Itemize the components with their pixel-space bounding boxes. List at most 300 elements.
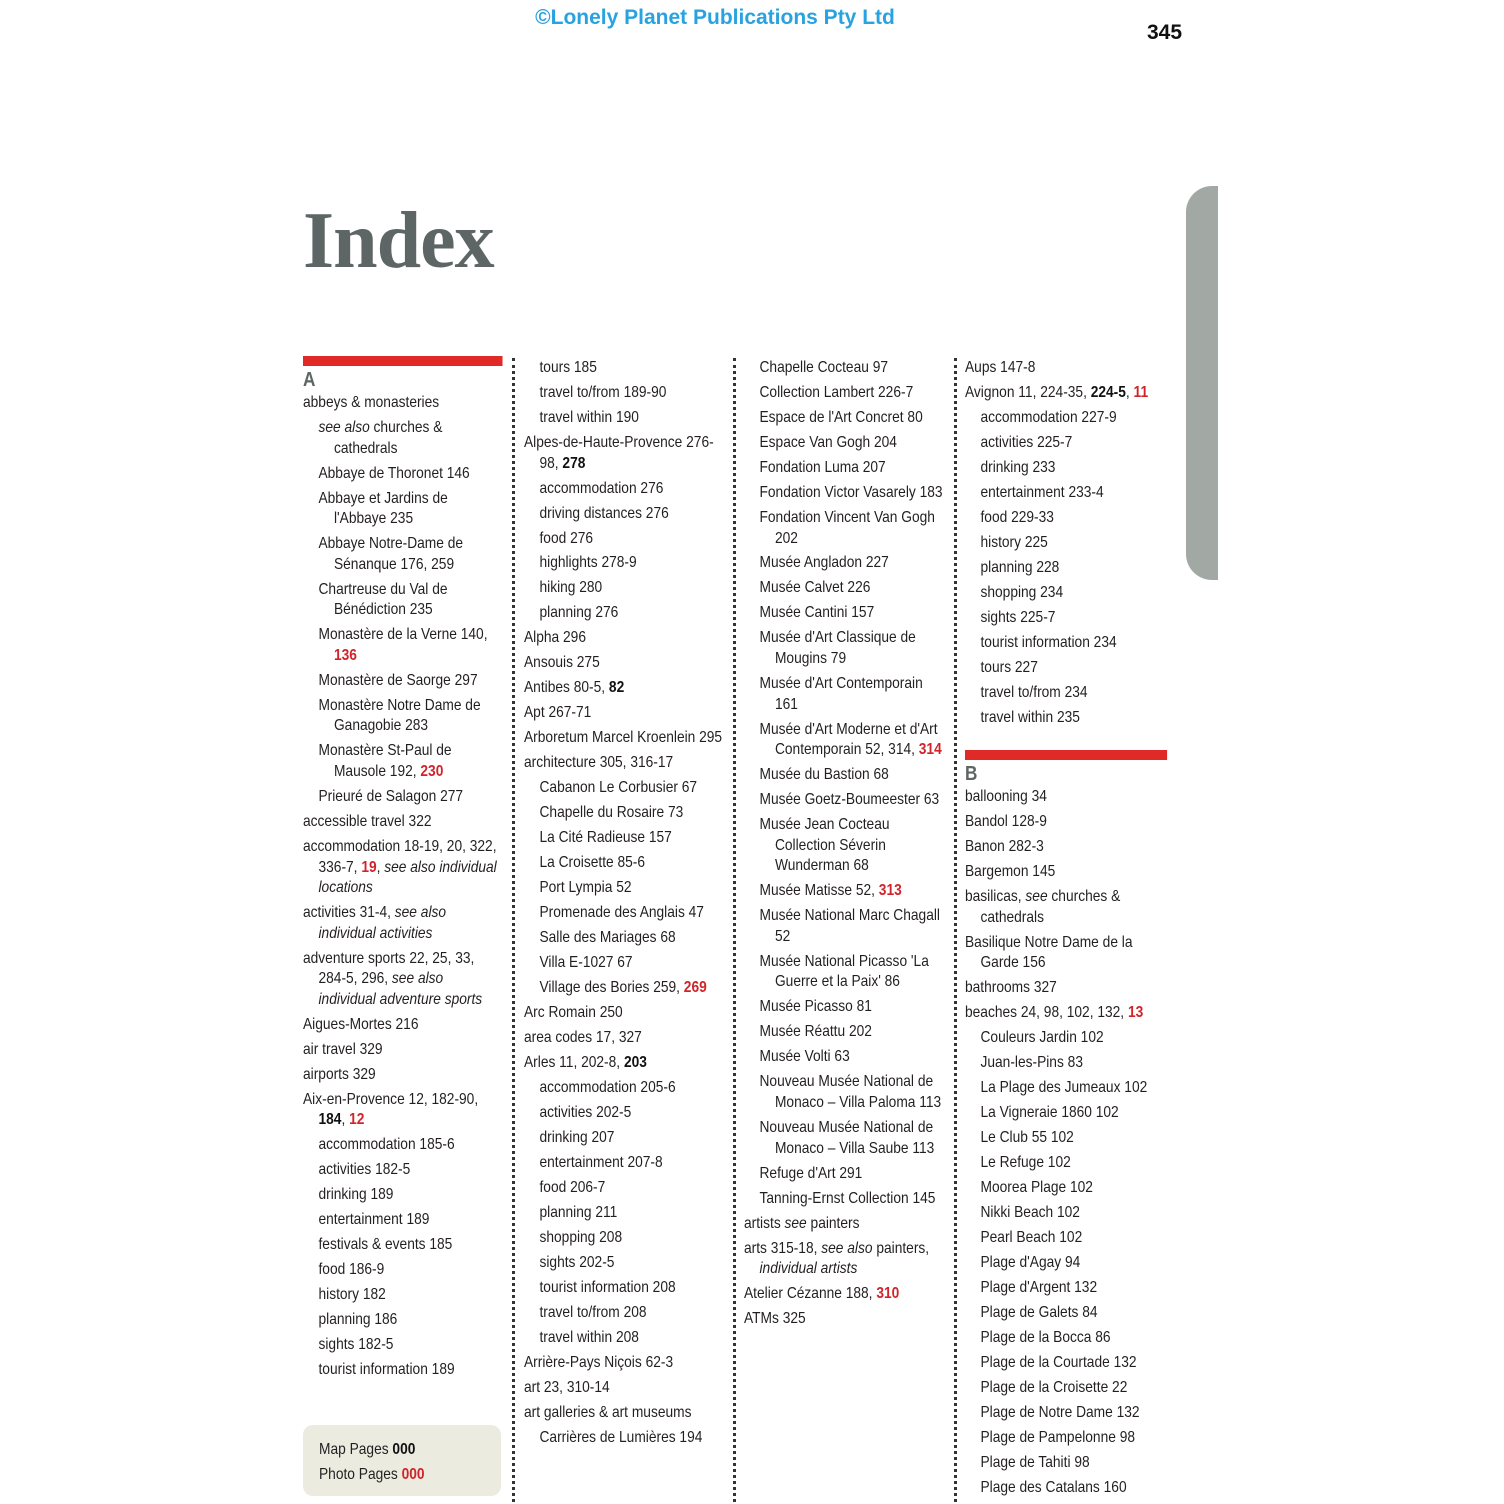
entry-text: highlights 278-9	[539, 554, 637, 572]
entry-text: accessible travel 322	[303, 812, 432, 830]
entry-text: La Cité Radieuse 157	[539, 829, 672, 847]
index-subentry	[539, 978, 726, 999]
entry-text: travel to/from 208	[539, 1304, 647, 1322]
cross-reference: see also	[318, 418, 370, 436]
entry-text: Musée Angladon 227	[759, 554, 889, 572]
index-entry	[524, 653, 726, 674]
photo-page-ref: 12	[349, 1111, 365, 1129]
index-entry	[303, 903, 503, 944]
entry-text: Musée d'Art Classique de Mougins 79	[759, 629, 916, 668]
entry-text: area codes 17, 327	[524, 1029, 642, 1047]
page-number: 345	[1147, 21, 1183, 44]
entry-text: tours 185	[539, 359, 597, 376]
entry-text: Monastère Notre Dame de Ganagobie 283	[318, 696, 481, 735]
entry-text: shopping 208	[539, 1229, 623, 1247]
index-entry	[524, 1003, 726, 1024]
legend-map-row	[319, 1437, 476, 1462]
index-subentry	[539, 383, 726, 404]
index-subentry	[980, 458, 1167, 479]
index-entry	[303, 1015, 503, 1036]
index-subentry	[980, 1228, 1167, 1249]
photo-page-ref: 310	[876, 1285, 900, 1303]
entry-text: Promenade des Anglais 47	[539, 904, 704, 922]
entry-text: basilicas,	[965, 888, 1026, 906]
index-subentry	[759, 483, 946, 504]
entry-text: Arc Romain 250	[524, 1004, 623, 1022]
index-subentry	[759, 997, 946, 1018]
index-subentry	[539, 603, 726, 624]
entry-text: Bandol 128-9	[965, 813, 1047, 831]
entry-text: Plage de la Courtade 132	[980, 1354, 1137, 1372]
page-title: Index	[303, 197, 494, 285]
entry-text: tourist information 234	[980, 633, 1117, 651]
entry-text: Basilique Notre Dame de la Garde 156	[965, 933, 1133, 972]
photo-page-ref: 313	[878, 882, 902, 900]
index-entry	[524, 1403, 726, 1424]
entry-text: activities 31-4,	[303, 904, 395, 922]
entry-text: Village des Bories 259,	[539, 979, 684, 997]
entry-text: entertainment 207-8	[539, 1154, 663, 1172]
entry-text: Plage de Tahiti 98	[980, 1454, 1090, 1472]
index-subentry	[539, 553, 726, 574]
entry-text: history 225	[980, 533, 1048, 551]
index-subentry	[980, 1103, 1167, 1124]
index-subentry	[980, 1303, 1167, 1324]
index-subentry	[318, 671, 502, 692]
photo-page-ref: 13	[1127, 1004, 1144, 1022]
index-entry	[965, 383, 1167, 404]
entry-text: Couleurs Jardin 102	[980, 1029, 1104, 1047]
entry-text: Apt 267-71	[524, 704, 592, 722]
index-column-2	[524, 356, 726, 1449]
index-subentry	[539, 358, 726, 379]
entry-text: La Vigneraie 1860 102	[980, 1104, 1119, 1122]
thumb-tab	[1186, 186, 1218, 580]
entry-text: Musée d'Art Moderne et d'Art Contemporain 52, 314,	[759, 720, 938, 759]
index-subentry	[980, 683, 1167, 704]
index-subentry	[539, 1428, 726, 1449]
entry-text: planning 276	[539, 604, 619, 622]
entry-text: Plage de la Bocca 86	[980, 1329, 1111, 1347]
entry-text: accommodation 185-6	[318, 1136, 455, 1154]
index-subentry	[539, 1253, 726, 1274]
legend-photo-row	[319, 1462, 476, 1487]
index-entry	[524, 1378, 726, 1399]
entry-text: accommodation 227-9	[980, 408, 1117, 426]
index-subentry	[539, 479, 726, 500]
entry-text: Nikki Beach 102	[980, 1204, 1080, 1222]
index-subentry	[318, 787, 502, 808]
entry-text: drinking 189	[318, 1186, 394, 1204]
index-entry	[303, 949, 503, 1011]
entry-text: travel within 235	[980, 708, 1080, 726]
index-subentry	[759, 603, 946, 624]
map-page-ref: 184	[318, 1111, 342, 1129]
index-subentry	[318, 1210, 502, 1231]
index-subentry	[759, 790, 946, 811]
entry-text: Fondation Luma 207	[759, 458, 886, 476]
entry-text: abbeys & monasteries	[303, 394, 440, 411]
entry-text: La Croisette 85-6	[539, 854, 646, 872]
index-subentry	[759, 1047, 946, 1068]
entry-text: travel to/from 189-90	[539, 383, 667, 401]
index-subentry	[980, 658, 1167, 679]
entry-text: Abbaye et Jardins de l'Abbaye 235	[318, 489, 448, 528]
map-page-ref: 278	[562, 454, 586, 472]
index-subentry	[539, 504, 726, 525]
index-entry	[744, 1214, 946, 1235]
index-subentry	[759, 1189, 946, 1210]
map-page-ref: 203	[623, 1054, 647, 1072]
index-entry	[524, 1053, 726, 1074]
entry-text: Aigues-Mortes 216	[303, 1015, 419, 1033]
entry-text: driving distances 276	[539, 504, 669, 522]
entry-text: Aups 147-8	[965, 359, 1036, 376]
entry-text: Atelier Cézanne 188,	[744, 1285, 877, 1303]
index-subentry	[980, 1478, 1167, 1499]
entry-text: drinking 207	[539, 1129, 615, 1147]
entry-text: Bargemon 145	[965, 863, 1056, 881]
entry-text: Musée Volti 63	[759, 1048, 850, 1066]
photo-page-ref: 19	[361, 858, 377, 876]
entry-text: Musée Goetz-Boumeester 63	[759, 791, 940, 809]
section-bar	[303, 356, 503, 366]
index-entry	[303, 837, 503, 899]
cross-reference: see also individual locations	[318, 858, 497, 897]
index-subentry	[318, 741, 502, 782]
entry-text: Nouveau Musée National de Monaco – Villa Saube 113	[759, 1118, 935, 1157]
index-entry	[303, 393, 503, 414]
index-subentry	[539, 1128, 726, 1149]
entry-text: Banon 282-3	[965, 838, 1044, 856]
entry-text: Espace de l'Art Concret 80	[759, 408, 923, 426]
index-column-4	[965, 356, 1167, 1499]
index-entry	[303, 1065, 503, 1086]
entry-text: Carrières de Lumières 194	[539, 1428, 703, 1446]
photo-page-ref: 230	[420, 763, 444, 781]
entry-text: Salle des Mariages 68	[539, 929, 676, 947]
index-subentry	[759, 383, 946, 404]
index-subentry	[318, 580, 502, 621]
entry-text: Plage de la Croisette 22	[980, 1379, 1128, 1397]
entry-text: airports 329	[303, 1065, 376, 1083]
entry-text: Chapelle du Rosaire 73	[539, 804, 684, 822]
entry-text: arts 315-18,	[744, 1239, 822, 1257]
entry-text: Alpha 296	[524, 629, 586, 647]
index-subentry	[980, 533, 1167, 554]
index-subentry	[980, 508, 1167, 529]
index-subentry	[759, 408, 946, 429]
photo-page-ref: 314	[918, 741, 942, 759]
index-subentry	[759, 674, 946, 715]
index-subentry	[759, 508, 946, 549]
index-entry	[744, 1284, 946, 1305]
index-subentry	[539, 408, 726, 429]
entry-text: accommodation 276	[539, 479, 664, 497]
entry-text: Monastère St-Paul de Mausole 192,	[318, 742, 452, 781]
entry-text: festivals & events 185	[318, 1236, 453, 1254]
index-subentry	[318, 1285, 502, 1306]
entry-text: Le Club 55 102	[980, 1129, 1074, 1147]
index-subentry	[759, 765, 946, 786]
index-entry	[965, 978, 1167, 999]
index-subentry	[759, 628, 946, 669]
index-subentry	[318, 1135, 502, 1156]
entry-text: food 276	[539, 529, 594, 547]
entry-text: accommodation 18-19, 20, 322, 336-7,	[303, 837, 497, 876]
cross-reference: individual artists	[759, 1260, 858, 1278]
index-subentry	[539, 1178, 726, 1199]
index-subentry	[318, 625, 502, 666]
entry-text: ATMs 325	[744, 1310, 806, 1328]
legend-photo-label: Photo Pages	[319, 1466, 398, 1483]
index-subentry	[759, 1118, 946, 1159]
index-subentry	[539, 953, 726, 974]
entry-text: food 186-9	[318, 1261, 385, 1279]
index-subentry	[318, 1185, 502, 1206]
entry-text: Chapelle Cocteau 97	[759, 359, 888, 376]
entry-text: activities 202-5	[539, 1104, 632, 1122]
index-entry	[524, 678, 726, 699]
entry-text: painters	[806, 1214, 860, 1232]
index-subentry	[539, 903, 726, 924]
index-subentry	[759, 720, 946, 761]
entry-text: planning 186	[318, 1311, 398, 1329]
index-subentry	[539, 1328, 726, 1349]
map-page-ref: 82	[608, 679, 625, 697]
index-entry	[303, 812, 503, 833]
index-subentry	[318, 1310, 502, 1331]
entry-text: Plage d'Argent 132	[980, 1279, 1098, 1297]
index-subentry	[539, 1228, 726, 1249]
index-entry	[965, 933, 1167, 974]
entry-text: Monastère de Saorge 297	[318, 671, 478, 689]
index-subentry	[539, 578, 726, 599]
entry-text: Fondation Victor Vasarely 183	[759, 483, 943, 501]
entry-text: churches & cathedrals	[980, 888, 1121, 926]
index-entry	[965, 862, 1167, 883]
entry-text: Villa E-1027 67	[539, 954, 633, 972]
entry-text: ,	[1125, 383, 1134, 401]
entry-text: Collection Lambert 226-7	[759, 383, 914, 401]
index-subentry	[318, 464, 502, 485]
index-subentry	[759, 1164, 946, 1185]
copyright-notice: ©Lonely Planet Publications Pty Ltd	[535, 6, 895, 29]
entry-text: Ansouis 275	[524, 654, 600, 672]
index-entry	[965, 358, 1167, 379]
entry-text: ballooning 34	[965, 788, 1047, 806]
entry-text: travel to/from 234	[980, 683, 1088, 701]
index-subentry	[759, 433, 946, 454]
index-subentry	[980, 633, 1167, 654]
entry-text: entertainment 233-4	[980, 483, 1104, 501]
entry-text: Musée Picasso 81	[759, 998, 872, 1016]
index-subentry	[980, 1353, 1167, 1374]
index-entry	[965, 887, 1167, 928]
index-subentry	[539, 928, 726, 949]
entry-text: tours 227	[980, 658, 1038, 676]
entry-text: air travel 329	[303, 1040, 383, 1058]
index-subentry	[318, 489, 502, 530]
column-divider	[733, 358, 736, 1502]
entry-text: Alpes-de-Haute-Provence 276-98,	[524, 433, 714, 472]
index-subentry	[539, 1153, 726, 1174]
entry-text: Nouveau Musée National de Monaco – Villa Paloma 113	[759, 1073, 942, 1111]
index-entry	[524, 728, 726, 749]
entry-text: Pearl Beach 102	[980, 1229, 1083, 1247]
cross-reference: see also individual activities	[318, 904, 447, 942]
column-divider	[512, 358, 515, 1502]
entry-text: ,	[341, 1111, 350, 1129]
index-entry	[303, 1040, 503, 1061]
entry-text: tourist information 189	[318, 1361, 455, 1379]
entry-text: food 229-33	[980, 508, 1054, 526]
index-subentry	[318, 418, 502, 459]
index-subentry	[980, 483, 1167, 504]
entry-text: Plage d'Agay 94	[980, 1254, 1081, 1272]
entry-text: Musée Réattu 202	[759, 1023, 872, 1041]
index-subentry	[980, 1403, 1167, 1424]
entry-text: Arrière-Pays Niçois 62-3	[524, 1353, 674, 1371]
index-subentry	[759, 815, 946, 877]
entry-text: Musée Calvet 226	[759, 579, 871, 597]
index-subentry	[980, 1203, 1167, 1224]
entry-text: activities 182-5	[318, 1161, 411, 1179]
section-letter: A	[303, 369, 316, 391]
legend-photo-value: 000	[401, 1466, 425, 1483]
entry-text: planning 228	[980, 558, 1060, 576]
entry-text: Musée du Bastion 68	[759, 766, 889, 784]
entry-text: art 23, 310-14	[524, 1378, 610, 1396]
index-entry	[524, 753, 726, 774]
entry-text: beaches 24, 98, 102, 132,	[965, 1004, 1128, 1022]
photo-page-ref: 269	[683, 979, 707, 997]
index-subentry	[980, 1078, 1167, 1099]
index-column-3	[744, 356, 946, 1330]
entry-text: art galleries & art museums	[524, 1403, 692, 1421]
index-entry	[524, 1028, 726, 1049]
entry-text: history 182	[318, 1286, 386, 1304]
index-subentry	[759, 906, 946, 947]
index-subentry	[759, 881, 946, 902]
index-subentry	[539, 778, 726, 799]
entry-text: Abbaye Notre-Dame de Sénanque 176, 259	[318, 535, 464, 573]
index-subentry	[318, 534, 502, 575]
index-entry	[744, 1239, 946, 1280]
entry-text: Musée d'Art Contemporain 161	[759, 675, 923, 713]
index-subentry	[980, 408, 1167, 429]
entry-text: Prieuré de Salagon 277	[318, 788, 464, 805]
entry-text: Musée National Marc Chagall 52	[759, 907, 940, 945]
entry-text: Port Lympia 52	[539, 879, 632, 897]
entry-text: churches & cathedrals	[333, 418, 443, 457]
entry-text: Plage de Notre Dame 132	[980, 1404, 1140, 1422]
entry-text: sights 202-5	[539, 1254, 615, 1272]
index-entry	[303, 1090, 503, 1131]
index-entry	[744, 1309, 946, 1330]
entry-text: Refuge d'Art 291	[759, 1164, 863, 1182]
index-subentry	[759, 458, 946, 479]
index-subentry	[318, 1160, 502, 1181]
index-subentry	[980, 1428, 1167, 1449]
index-subentry	[980, 1378, 1167, 1399]
entry-text: La Plage des Jumeaux 102	[980, 1079, 1148, 1097]
index-entry	[965, 812, 1167, 833]
index-subentry	[980, 1278, 1167, 1299]
entry-text: Avignon 11, 224-35,	[965, 383, 1091, 401]
legend-map-label: Map Pages	[319, 1441, 389, 1458]
index-entry	[524, 433, 726, 474]
index-subentry	[980, 1453, 1167, 1474]
entry-text: Antibes 80-5,	[524, 679, 609, 697]
entry-text: sights 182-5	[318, 1336, 394, 1354]
entry-text: Abbaye de Thoronet 146	[318, 464, 470, 482]
index-subentry	[980, 1053, 1167, 1074]
photo-page-ref: 136	[333, 646, 357, 664]
index-subentry	[980, 608, 1167, 629]
index-subentry	[980, 1153, 1167, 1174]
index-subentry	[980, 558, 1167, 579]
entry-text: Fondation Vincent Van Gogh 202	[759, 508, 935, 547]
entry-text: ,	[376, 858, 385, 876]
entry-text: travel within 190	[539, 408, 639, 426]
cross-reference: see also	[821, 1239, 873, 1257]
index-subentry	[759, 358, 946, 379]
index-subentry	[980, 1178, 1167, 1199]
index-subentry	[539, 1278, 726, 1299]
index-subentry	[759, 553, 946, 574]
index-column-1	[303, 356, 503, 1381]
entry-text: Arles 11, 202-8,	[524, 1054, 624, 1072]
index-subentry	[539, 529, 726, 550]
entry-text: hiking 280	[539, 579, 603, 597]
entry-text: bathrooms 327	[965, 979, 1057, 997]
index-subentry	[539, 1078, 726, 1099]
index-subentry	[539, 1203, 726, 1224]
index-subentry	[759, 1022, 946, 1043]
entry-text: activities 225-7	[980, 433, 1073, 451]
index-subentry	[759, 952, 946, 993]
index-subentry	[980, 433, 1167, 454]
index-subentry	[318, 1260, 502, 1281]
index-entry	[524, 628, 726, 649]
index-entry	[965, 787, 1167, 808]
entry-text: Plage de Galets 84	[980, 1304, 1098, 1322]
index-subentry	[980, 708, 1167, 729]
index-subentry	[539, 803, 726, 824]
entry-text: Musée Matisse 52,	[759, 882, 879, 900]
index-subentry	[759, 1072, 946, 1113]
entry-text: Tanning-Ernst Collection 145	[759, 1189, 936, 1207]
index-subentry	[539, 1303, 726, 1324]
entry-text: Moorea Plage 102	[980, 1179, 1093, 1197]
index-subentry	[539, 878, 726, 899]
index-entry	[524, 703, 726, 724]
index-subentry	[539, 1103, 726, 1124]
cross-reference: see	[1025, 888, 1048, 906]
entry-text: drinking 233	[980, 458, 1056, 476]
entry-text: Cabanon Le Corbusier 67	[539, 779, 698, 797]
page-type-legend	[303, 1425, 501, 1496]
entry-text: food 206-7	[539, 1179, 606, 1197]
entry-text: accommodation 205-6	[539, 1079, 676, 1097]
entry-text: painters,	[872, 1239, 930, 1257]
index-subentry	[980, 583, 1167, 604]
entry-text: sights 225-7	[980, 608, 1056, 626]
index-subentry	[539, 853, 726, 874]
index-subentry	[318, 1360, 502, 1381]
entry-text: Arboretum Marcel Kroenlein 295	[524, 729, 723, 747]
